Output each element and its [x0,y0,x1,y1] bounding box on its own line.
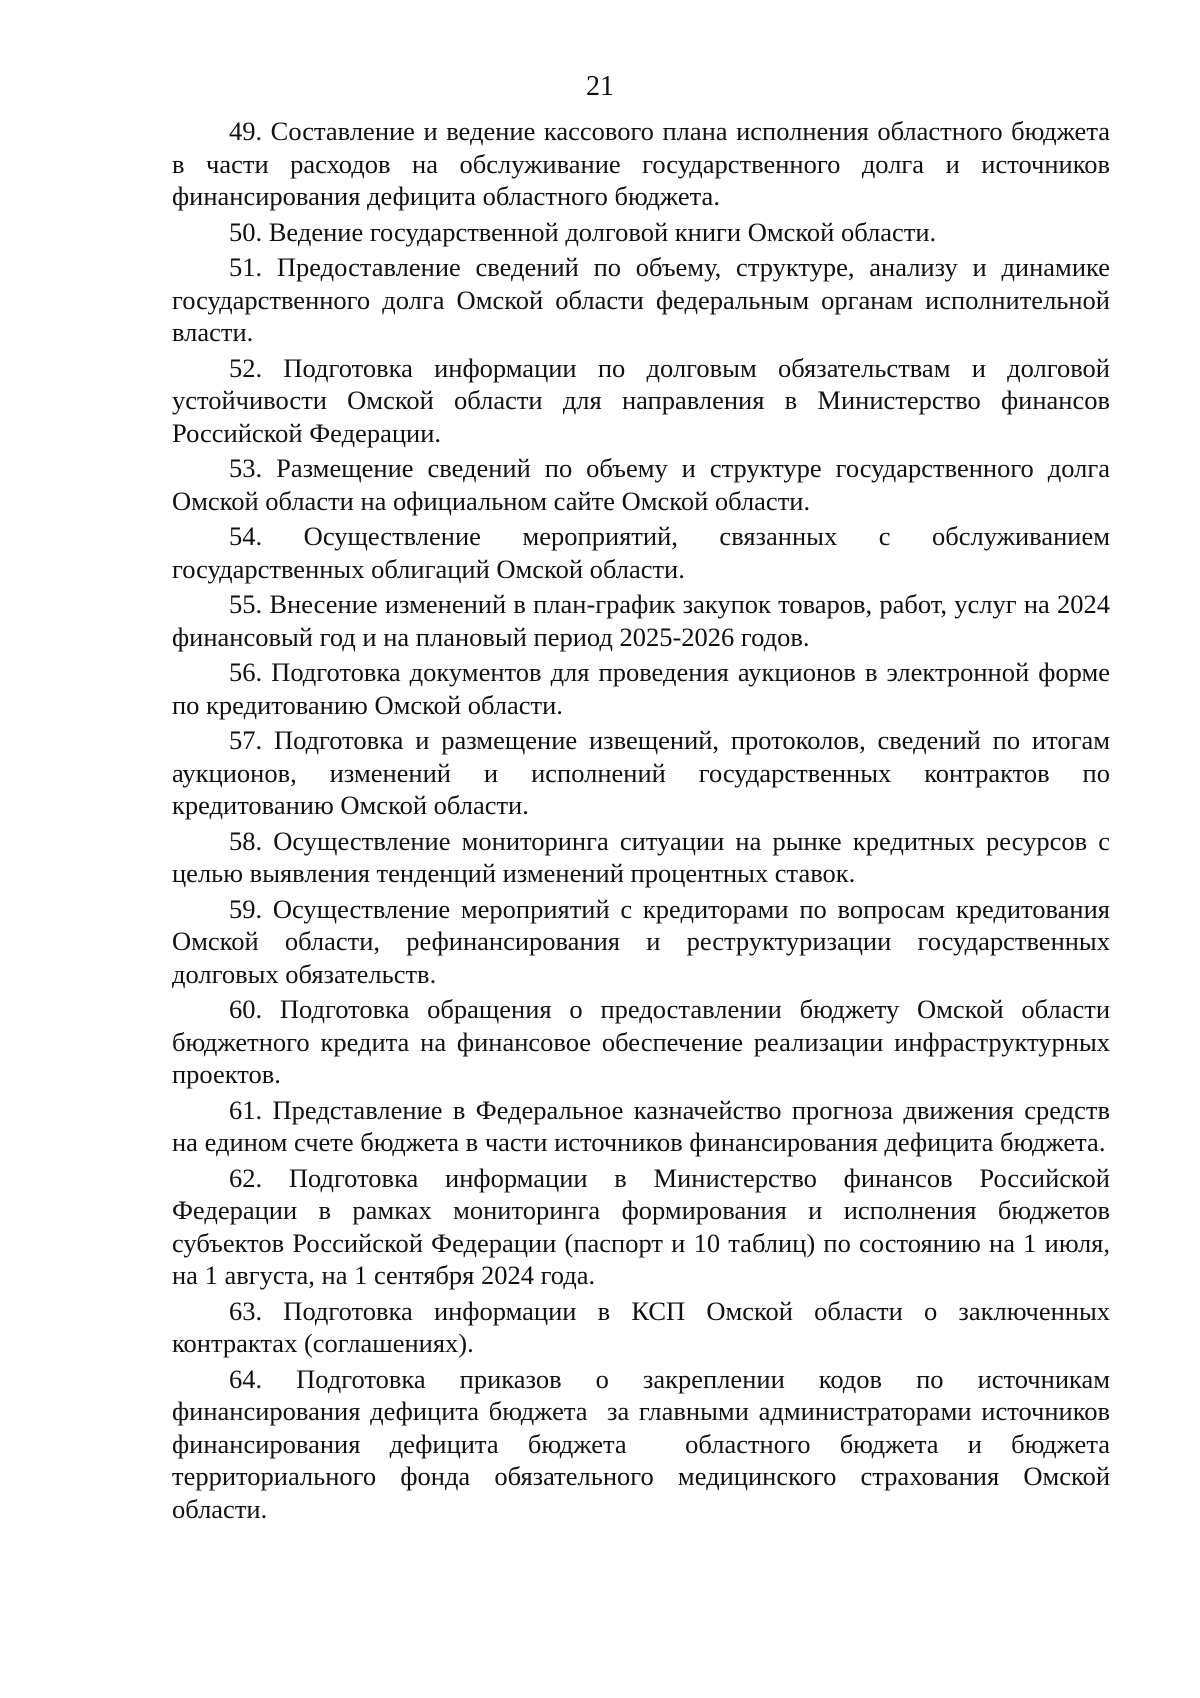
list-item-57: 57. Подготовка и размещение извещений, протоколов, сведений по итогам аукционов, изменений и исполнений государственных контрактов по кредитованию Омской области. [172,725,1117,820]
document-body [172,115,1117,1528]
list-item-55: 55. Внесение изменений в план-график закупок товаров, работ, услуг на 2024 финансовый год и на плановый период 2025-2026 годов. [172,589,1117,652]
list-item-63: 63. Подготовка информации в КСП Омской области о заключенных контрактах (соглашениях). [172,1295,1117,1358]
list-item-61: 61. Представление в Федеральное казначейство прогноза движения средств на едином счете бюджета в части источников финансирования дефицита бюджета. [172,1094,1117,1157]
list-item-58: 58. Осуществление мониторинга ситуации на рынке кредитных ресурсов с целью выявления тенденций изменений процентных ставок. [172,825,1117,888]
list-item-53: 53. Размещение сведений по объему и структуре государственного долга Омской области на официальном сайте Омской области. [172,453,1117,516]
list-item-51: 51. Предоставление сведений по объему, структуре, анализу и динамике государственного долга Омской области федеральным органам исполнительной власти. [172,252,1117,347]
list-item-56: 56. Подготовка документов для проведения аукционов в электронной форме по кредитованию Омской области. [172,657,1117,720]
list-item-49: 49. Составление и ведение кассового плана исполнения областного бюджета в части расходов на обслуживание государственного долга и источников финансирования дефицита областного бюджета. [172,116,1117,211]
list-item-62: 62. Подготовка информации в Министерство финансов Российской Федерации в рамках мониторинга формирования и исполнения бюджетов субъектов Российской Федерации (паспорт и 10 таблиц) по состоянию на 1 июля, на 1 августа, на 1 сентября 2024 года. [172,1162,1117,1290]
list-item-50: 50. Ведение государственной долговой книги Омской области. [229,216,937,247]
page-number: 21 [586,71,614,102]
list-item-59: 59. Осуществление мероприятий с кредиторами по вопросам кредитования Омской области, рефинансирования и реструктуризации государственных долговых обязательств. [172,893,1117,989]
list-item-60: 60. Подготовка обращения о предоставлении бюджету Омской области бюджетного кредита на финансовое обеспечение реализации инфраструктурных проектов. [172,994,1117,1089]
list-item-52: 52. Подготовка информации по долговым обязательствам и долговой устойчивости Омской области для направления в Министерство финансов Российской Федерации. [172,352,1117,448]
list-item-54: 54. Осуществление мероприятий, связанных с обслуживанием государственных облигаций Омской области. [172,521,1117,584]
list-item-64: 64. Подготовка приказов о закреплении кодов по источникам финансирования дефицита бюджета за главными администраторами источников финансирования дефицита бюджета областного бюджета и бюджета территориального фонда обязательного медицинского страхования Омской области. [172,1363,1117,1524]
